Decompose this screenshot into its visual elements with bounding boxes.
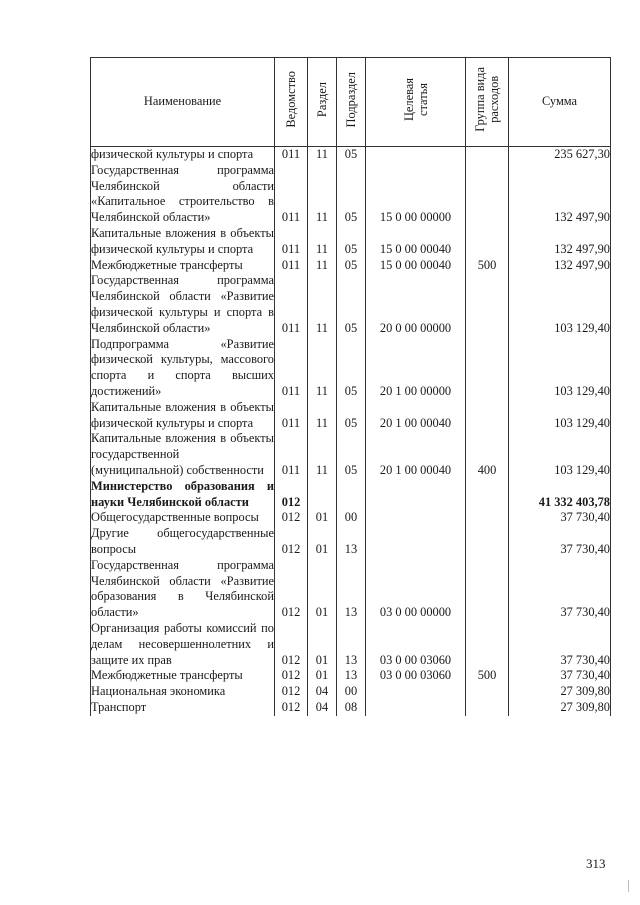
table-body <box>91 147 611 716</box>
table-row <box>91 337 611 400</box>
cell-dept: 011 <box>275 431 308 478</box>
header-subsection-text: Подраздел <box>344 71 358 128</box>
cell-group <box>466 479 509 511</box>
table-row <box>91 700 611 716</box>
cell-group <box>466 163 509 226</box>
header-dept <box>275 58 308 147</box>
cell-sum: 103 129,40 <box>509 400 611 432</box>
cell-sum: 37 730,40 <box>509 526 611 558</box>
cell-group: 500 <box>466 258 509 274</box>
cell-name: Национальная экономика <box>91 684 275 700</box>
cell-sum: 37 730,40 <box>509 668 611 684</box>
header-target <box>366 58 466 147</box>
header-sum <box>509 58 611 147</box>
cell-subsection: 05 <box>337 400 366 432</box>
cell-subsection: 05 <box>337 258 366 274</box>
cell-name: Капитальные вложения в объекты физической культуры и спорта <box>91 399 274 430</box>
cell-group <box>466 510 509 526</box>
cell-subsection: 05 <box>337 163 366 226</box>
cell-name: Министерство образования и науки Челябинской области <box>91 478 274 509</box>
cell-sum: 27 309,80 <box>509 684 611 700</box>
cell-section: 11 <box>308 273 337 336</box>
cell-section <box>308 479 337 511</box>
cell-dept: 012 <box>275 621 308 668</box>
table-row <box>91 510 611 526</box>
cell-sum: 37 730,40 <box>509 621 611 668</box>
cell-sum: 235 627,30 <box>509 147 611 163</box>
cell-target <box>366 526 466 558</box>
cell-sum: 132 497,90 <box>509 163 611 226</box>
cell-name: Транспорт <box>91 700 275 716</box>
budget-table <box>90 57 611 716</box>
header-name-text: Наименование <box>143 94 222 109</box>
cell-group <box>466 621 509 668</box>
cell-name: Государственная программа Челябинской области «Развитие физической культуры и спорта в Челябинской области» <box>91 273 274 335</box>
cell-section: 11 <box>308 147 337 163</box>
cell-name: физической культуры и спорта <box>91 147 275 163</box>
header-group-text: Группа вида расходов <box>473 67 501 132</box>
cell-sum: 37 730,40 <box>509 510 611 526</box>
cell-dept: 012 <box>275 510 308 526</box>
cell-dept: 012 <box>275 700 308 716</box>
header-dept-text: Ведомство <box>284 71 298 128</box>
cell-group <box>466 526 509 558</box>
cell-section: 11 <box>308 337 337 400</box>
cell-group <box>466 700 509 716</box>
cell-section: 11 <box>308 163 337 226</box>
cell-section: 11 <box>308 431 337 478</box>
cell-sum: 103 129,40 <box>509 273 611 336</box>
cell-group <box>466 558 509 621</box>
cell-subsection: 05 <box>337 147 366 163</box>
cell-section: 01 <box>308 510 337 526</box>
cell-target: 20 1 00 00000 <box>366 337 466 400</box>
cell-section: 01 <box>308 621 337 668</box>
cell-subsection <box>337 479 366 511</box>
cell-subsection: 13 <box>337 668 366 684</box>
cell-subsection: 13 <box>337 526 366 558</box>
header-sum-text: Сумма <box>541 94 578 109</box>
cell-name: Капитальные вложения в объекты государственной (муниципальной) собственности <box>91 431 274 477</box>
cell-target: 15 0 00 00040 <box>366 258 466 274</box>
cell-subsection: 00 <box>337 684 366 700</box>
cell-sum: 37 730,40 <box>509 558 611 621</box>
table-row <box>91 479 611 511</box>
cell-dept: 011 <box>275 147 308 163</box>
cell-name: Межбюджетные трансферты <box>91 668 275 684</box>
cell-section: 01 <box>308 668 337 684</box>
cell-name: Другие общегосударственные вопросы <box>91 526 274 556</box>
table-row <box>91 668 611 684</box>
table-row <box>91 273 611 336</box>
table-row <box>91 684 611 700</box>
cell-group <box>466 226 509 258</box>
page-number: 313 <box>586 856 606 871</box>
header-group <box>466 58 509 147</box>
cell-subsection: 05 <box>337 337 366 400</box>
cell-sum: 103 129,40 <box>509 337 611 400</box>
table-row <box>91 147 611 163</box>
cell-target <box>366 700 466 716</box>
cell-subsection: 00 <box>337 510 366 526</box>
cell-section: 01 <box>308 526 337 558</box>
cell-target <box>366 479 466 511</box>
cell-section: 01 <box>308 558 337 621</box>
cell-target: 03 0 00 03060 <box>366 621 466 668</box>
cell-subsection: 13 <box>337 558 366 621</box>
cell-dept: 011 <box>275 226 308 258</box>
cell-name: Государственная программа Челябинской области «Капитальное строительство в Челябинской области» <box>91 162 274 225</box>
table-row <box>91 431 611 478</box>
cell-target: 15 0 00 00040 <box>366 226 466 258</box>
cell-name: Государственная программа Челябинской области «Развитие образования в Челябинской области» <box>91 557 274 620</box>
table-row <box>91 621 611 668</box>
cell-subsection: 08 <box>337 700 366 716</box>
header-name <box>91 58 275 147</box>
cell-target <box>366 510 466 526</box>
cell-group <box>466 337 509 400</box>
cell-group <box>466 684 509 700</box>
cell-target: 03 0 00 03060 <box>366 668 466 684</box>
cell-group: 500 <box>466 668 509 684</box>
cell-target <box>366 684 466 700</box>
cell-dept: 012 <box>275 684 308 700</box>
cell-target: 20 1 00 00040 <box>366 431 466 478</box>
cell-section: 04 <box>308 700 337 716</box>
table-row <box>91 163 611 226</box>
cell-name: Капитальные вложения в объекты физической культуры и спорта <box>91 225 274 256</box>
cell-dept: 012 <box>275 479 308 511</box>
cell-dept: 012 <box>275 668 308 684</box>
cell-dept: 012 <box>275 558 308 621</box>
cell-sum: 27 309,80 <box>509 700 611 716</box>
cell-section: 11 <box>308 400 337 432</box>
table-header-row <box>91 58 611 147</box>
cell-sum: 103 129,40 <box>509 431 611 478</box>
header-section-text: Раздел <box>315 82 329 118</box>
cell-section: 11 <box>308 258 337 274</box>
cell-name: Подпрограмма «Развитие физической культуры, массового спорта и спорта высших достижений» <box>91 336 274 398</box>
cell-subsection: 05 <box>337 431 366 478</box>
cell-dept: 011 <box>275 258 308 274</box>
cell-target: 20 1 00 00040 <box>366 400 466 432</box>
cell-name: Организация работы комиссий по делам несовершеннолетних и защите их прав <box>91 620 274 667</box>
cell-section: 04 <box>308 684 337 700</box>
header-section <box>308 58 337 147</box>
cell-target: 03 0 00 00000 <box>366 558 466 621</box>
cell-target: 15 0 00 00000 <box>366 163 466 226</box>
header-target-text: Целевая статья <box>401 78 430 122</box>
cell-dept: 011 <box>275 163 308 226</box>
cell-subsection: 05 <box>337 273 366 336</box>
table-row <box>91 400 611 432</box>
cell-sum: 41 332 403,78 <box>509 479 611 511</box>
cell-group <box>466 273 509 336</box>
cell-name: Общегосударственные вопросы <box>91 510 275 526</box>
cell-target: 20 0 00 00000 <box>366 273 466 336</box>
cell-dept: 011 <box>275 400 308 432</box>
cell-group <box>466 147 509 163</box>
header-subsection <box>337 58 366 147</box>
cell-subsection: 13 <box>337 621 366 668</box>
scan-edge-mark <box>628 880 629 892</box>
cell-dept: 011 <box>275 273 308 336</box>
cell-group <box>466 400 509 432</box>
table-row <box>91 226 611 258</box>
cell-section: 11 <box>308 226 337 258</box>
cell-subsection: 05 <box>337 226 366 258</box>
cell-group: 400 <box>466 431 509 478</box>
table-row <box>91 258 611 274</box>
table-row <box>91 526 611 558</box>
cell-dept: 012 <box>275 526 308 558</box>
cell-sum: 132 497,90 <box>509 258 611 274</box>
cell-dept: 011 <box>275 337 308 400</box>
cell-sum: 132 497,90 <box>509 226 611 258</box>
cell-name: Межбюджетные трансферты <box>91 258 275 274</box>
table-row <box>91 558 611 621</box>
cell-target <box>366 147 466 163</box>
